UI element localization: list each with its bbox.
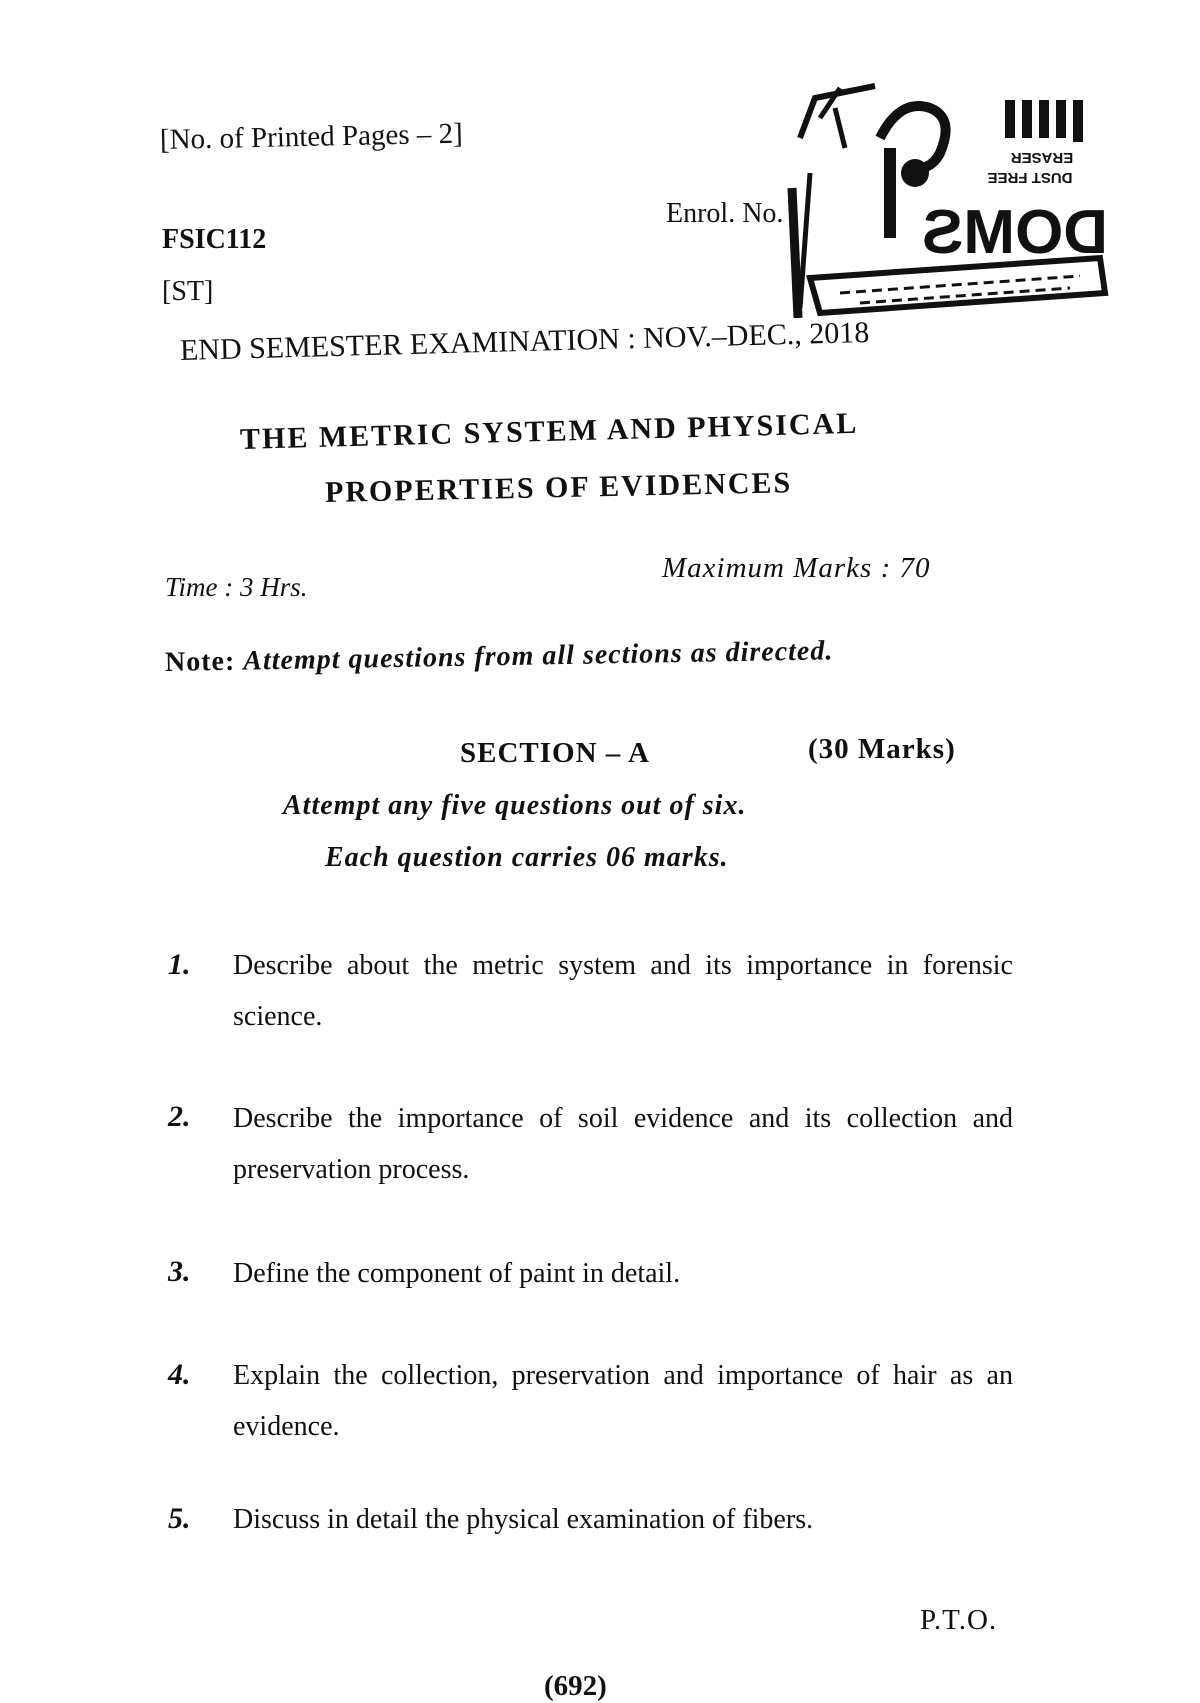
question-text: Describe about the metric system and its importance in forensic science. — [233, 950, 1013, 1032]
printed-pages: [No. of Printed Pages – 2] — [159, 117, 464, 156]
subject-title-line2: PROPERTIES OF EVIDENCES — [324, 466, 793, 509]
maximum-marks: Maximum Marks : 70 — [662, 552, 931, 584]
note-text: Attempt questions from all sections as directed. — [243, 635, 834, 677]
question-number: 5. — [168, 1502, 191, 1535]
exam-title: END SEMESTER EXAMINATION : NOV.–DEC., 2018 — [179, 315, 870, 367]
course-code: FSIC112 — [162, 224, 267, 255]
question-number: 4. — [168, 1358, 191, 1391]
paper-tag: [ST] — [162, 276, 214, 307]
stamp-text-dustfree: DUST FREE — [987, 169, 1073, 186]
stamp-text-eraser: ERASER — [1010, 149, 1074, 166]
question-text: Define the component of paint in detail. — [233, 1258, 681, 1289]
enrol-label: Enrol. No. — [666, 198, 784, 229]
paper-code: (692) — [544, 1670, 607, 1702]
question-number: 1. — [168, 948, 191, 981]
note-label: Note: — [164, 645, 236, 678]
question-text: Describe the importance of soil evidence and its collection and preservation process. — [233, 1103, 1013, 1185]
please-turn-over: P.T.O. — [920, 1604, 998, 1636]
exam-time: Time : 3 Hrs. — [165, 572, 308, 602]
question-number: 2. — [168, 1100, 191, 1133]
question-number: 3. — [168, 1255, 191, 1288]
subject-title-line1: THE METRIC SYSTEM AND PHYSICAL — [239, 406, 859, 456]
question-text: Explain the collection, preservation and importance of hair as an evidence. — [233, 1360, 1013, 1442]
stamp-text-brand: DOMS — [922, 198, 1108, 267]
eraser-stamp-icon — [780, 78, 1120, 318]
question-text: Discuss in detail the physical examination of fibers. — [233, 1504, 814, 1535]
section-heading: SECTION – A — [460, 737, 650, 769]
exam-note — [165, 635, 834, 679]
section-instruction-1: Attempt any five questions out of six. — [283, 790, 747, 821]
section-marks: (30 Marks) — [808, 733, 956, 765]
section-instruction-2: Each question carries 06 marks. — [325, 842, 729, 873]
